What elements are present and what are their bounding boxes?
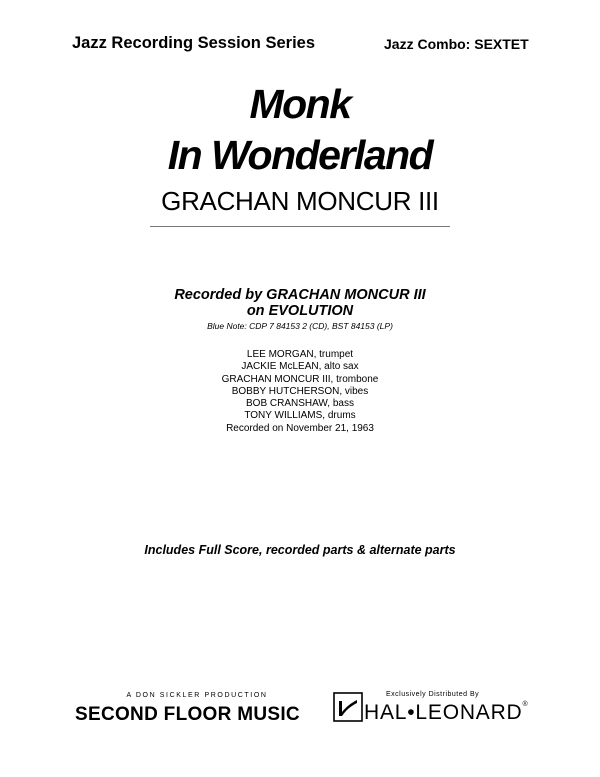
divider-rule — [150, 226, 450, 227]
distributor-name — [364, 701, 529, 725]
series-title: Jazz Recording Session Series — [72, 34, 316, 52]
personnel-item: GRACHAN MONCUR III, trombone — [221, 373, 379, 385]
trademark-mark: ® — [522, 701, 529, 708]
distributed-by-label: Exclusively Distributed By — [386, 691, 480, 698]
personnel-item: TONY WILLIAMS, drums — [244, 410, 356, 422]
distributor-text: HAL•LEONARD — [364, 701, 523, 724]
personnel-item: JACKIE McLEAN, alto sax — [241, 361, 359, 373]
title-line-2: In Wonderland — [167, 132, 433, 178]
composer-name: GRACHAN MONCUR III — [161, 186, 439, 216]
publisher-name: SECOND FLOOR MUSIC — [75, 704, 300, 725]
catalog-numbers: Blue Note: CDP 7 84153 2 (CD), BST 84153 (LP) — [207, 321, 393, 331]
personnel-list — [0, 349, 600, 435]
personnel-item: LEE MORGAN, trumpet — [246, 349, 354, 360]
hal-leonard-logo-icon — [333, 692, 363, 722]
includes-note: Includes Full Score, recorded parts & alternate parts — [144, 543, 456, 557]
personnel-item: BOBBY HUTCHERSON, vibes — [231, 385, 369, 397]
title-line-1: Monk — [249, 81, 351, 127]
personnel-item: BOB CRANSHAW, bass — [246, 398, 354, 410]
combo-type: Jazz Combo: SEXTET — [384, 36, 529, 52]
recorded-by: Recorded by GRACHAN MONCUR III — [174, 287, 426, 303]
album-name: on EVOLUTION — [246, 303, 354, 319]
recording-date: Recorded on November 21, 1963 — [226, 422, 374, 434]
production-credit: A DON SICKLER PRODUCTION — [126, 692, 268, 699]
